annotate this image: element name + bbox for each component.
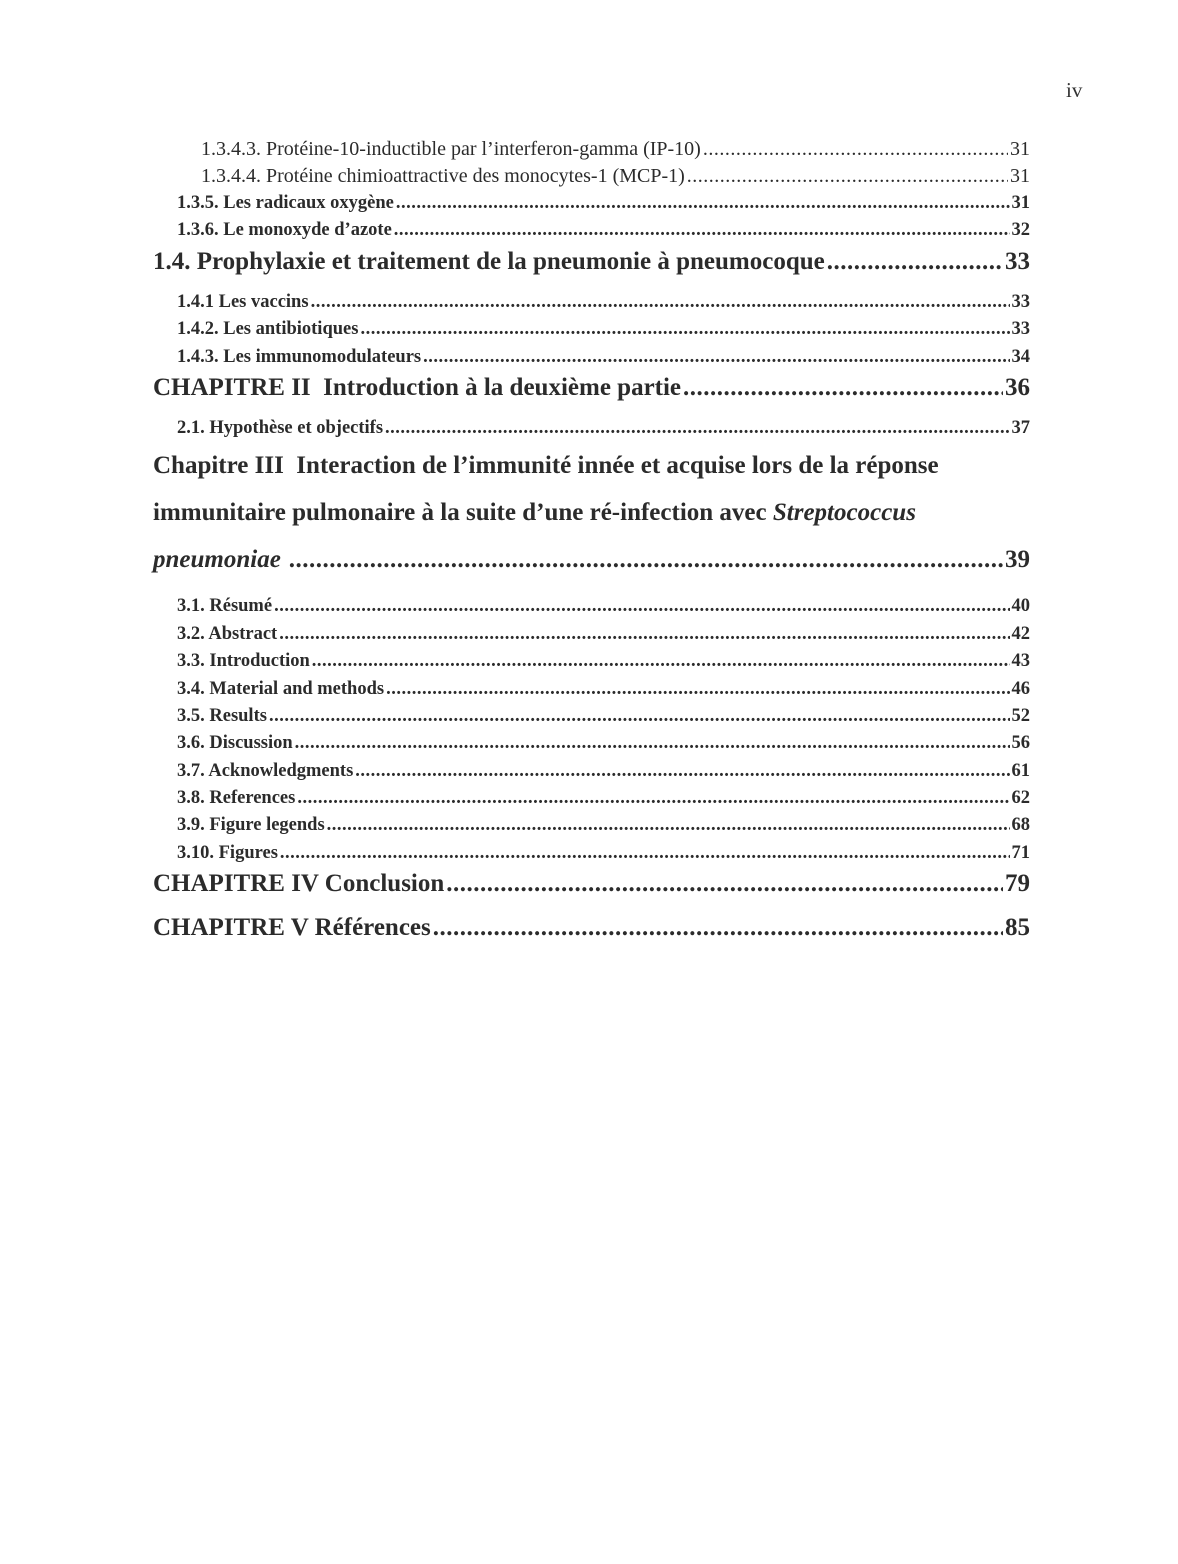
toc-entry[interactable]	[153, 758, 1030, 785]
toc-entry-title: 1.4.3. Les immunomodulateurs	[177, 346, 422, 367]
dot-leader	[827, 245, 1003, 279]
toc-chapter-heading[interactable]	[153, 371, 1030, 405]
toc-entry-title: 3.8. References	[177, 788, 296, 809]
toc-entry[interactable]	[153, 703, 1030, 730]
toc-entry-page: 37	[1011, 417, 1030, 438]
toc-entry-last-line	[153, 536, 1030, 583]
dot-leader	[289, 536, 1003, 583]
table-of-contents	[153, 136, 1030, 955]
toc-entry[interactable]	[153, 316, 1030, 343]
toc-entry-title: CHAPITRE IV Conclusion	[153, 870, 445, 898]
toc-entry-page: 31	[1010, 165, 1030, 187]
dot-leader	[280, 840, 1010, 867]
toc-entry-title-line: Chapitre III Interaction de l’immunité innée et acquise lors de la réponse	[153, 452, 939, 480]
toc-entry-page: 31	[1011, 193, 1030, 213]
toc-entry[interactable]	[153, 648, 1030, 675]
toc-entry[interactable]	[153, 593, 1030, 620]
toc-entry-title: 1.3.4.3. Protéine-10-inductible par l’interferon-gamma (IP-10)	[201, 138, 701, 160]
toc-entry-page: 61	[1011, 760, 1030, 781]
toc-entry-page: 33	[1011, 319, 1030, 340]
toc-entry-page: 39	[1005, 546, 1030, 574]
toc-entry-page: 36	[1005, 373, 1030, 401]
dot-leader	[360, 316, 1009, 343]
toc-entry-page: 43	[1011, 651, 1030, 672]
toc-chapter-heading[interactable]	[153, 911, 1030, 945]
dot-leader	[683, 371, 1003, 405]
toc-entry-title: 3.2. Abstract	[177, 623, 278, 644]
dot-leader	[269, 703, 1010, 730]
toc-entry-title: 1.4. Prophylaxie et traitement de la pneumonie à pneumocoque	[153, 247, 825, 275]
toc-entry-page: 34	[1011, 346, 1030, 367]
toc-entry[interactable]	[153, 676, 1030, 703]
toc-entry-page: 52	[1011, 705, 1030, 726]
toc-entry-page: 33	[1005, 247, 1030, 275]
dot-leader	[355, 758, 1009, 785]
toc-entry-page: 62	[1011, 788, 1030, 809]
toc-entry-page: 42	[1011, 623, 1030, 644]
toc-entry-title: 3.10. Figures	[177, 842, 278, 863]
toc-entry-page: 33	[1011, 291, 1030, 312]
page-number: iv	[1066, 78, 1083, 102]
toc-entry-title: 3.5. Results	[177, 705, 267, 726]
toc-entry-title: 3.9. Figure legends	[177, 815, 325, 836]
toc-entry-title-line	[153, 489, 1030, 536]
toc-entry-title: 3.6. Discussion	[177, 733, 293, 754]
dot-leader	[687, 163, 1008, 190]
toc-entry[interactable]	[153, 730, 1030, 757]
toc-entry-title-italic: pneumoniae	[153, 546, 281, 574]
toc-entry-title: 1.3.6. Le monoxyde d’azote	[177, 220, 392, 241]
toc-entry[interactable]	[153, 190, 1030, 217]
dot-leader	[327, 812, 1010, 839]
toc-entry[interactable]	[153, 163, 1030, 190]
toc-entry[interactable]	[153, 840, 1030, 867]
toc-entry-page: 40	[1011, 596, 1030, 617]
toc-entry-title: CHAPITRE II Introduction à la deuxième partie	[153, 373, 682, 401]
toc-entry-title: 1.4.1 Les vaccins	[177, 291, 309, 312]
dot-leader	[274, 593, 1009, 620]
toc-entry-title: 1.3.5. Les radicaux oxygène	[177, 193, 394, 213]
dot-leader	[433, 911, 1003, 945]
toc-entry-title: 2.1. Hypothèse et objectifs	[177, 417, 384, 438]
toc-entry[interactable]	[153, 136, 1030, 163]
toc-entry-title-italic: Streptococcus	[772, 499, 916, 527]
toc-entry-title: 3.3. Introduction	[177, 651, 310, 672]
toc-entry[interactable]	[153, 415, 1030, 442]
toc-entry[interactable]	[153, 785, 1030, 812]
toc-chapter-heading[interactable]	[153, 867, 1030, 901]
toc-chapter-heading[interactable]	[153, 442, 1030, 583]
toc-entry-title: 1.4.2. Les antibiotiques	[177, 319, 359, 340]
toc-section-heading[interactable]	[153, 245, 1030, 279]
dot-leader	[446, 867, 1003, 901]
toc-entry-title: 3.7. Acknowledgments	[177, 760, 354, 781]
dot-leader	[396, 190, 1010, 217]
toc-entry-page: 56	[1011, 733, 1030, 754]
toc-entry-page: 32	[1011, 220, 1030, 241]
toc-entry-page: 31	[1010, 138, 1030, 160]
dot-leader	[385, 415, 1009, 442]
toc-entry[interactable]	[153, 217, 1030, 244]
toc-entry-title: 3.4. Material and methods	[177, 678, 385, 699]
dot-leader	[295, 730, 1010, 757]
dot-leader	[311, 289, 1010, 316]
toc-entry[interactable]	[153, 621, 1030, 648]
toc-entry[interactable]	[153, 812, 1030, 839]
dot-leader	[423, 344, 1009, 371]
toc-entry-title: 3.1. Résumé	[177, 596, 273, 617]
dot-leader	[703, 136, 1008, 163]
dot-leader	[279, 621, 1009, 648]
toc-entry[interactable]	[153, 289, 1030, 316]
toc-entry[interactable]	[153, 344, 1030, 371]
toc-entry-page: 85	[1005, 914, 1030, 942]
toc-entry-page: 68	[1011, 815, 1030, 836]
dot-leader	[386, 676, 1009, 703]
dot-leader	[394, 217, 1010, 244]
dot-leader	[312, 648, 1010, 675]
toc-entry-page: 46	[1011, 678, 1030, 699]
toc-entry-title: 1.3.4.4. Protéine chimioattractive des monocytes-1 (MCP-1)	[201, 165, 685, 187]
dot-leader	[297, 785, 1009, 812]
toc-entry-title: CHAPITRE V Références	[153, 914, 431, 942]
toc-entry-title-text: immunitaire pulmonaire à la suite d’une ré-infection avec	[153, 499, 773, 527]
toc-entry-page: 71	[1011, 842, 1030, 863]
toc-entry-page: 79	[1005, 870, 1030, 898]
